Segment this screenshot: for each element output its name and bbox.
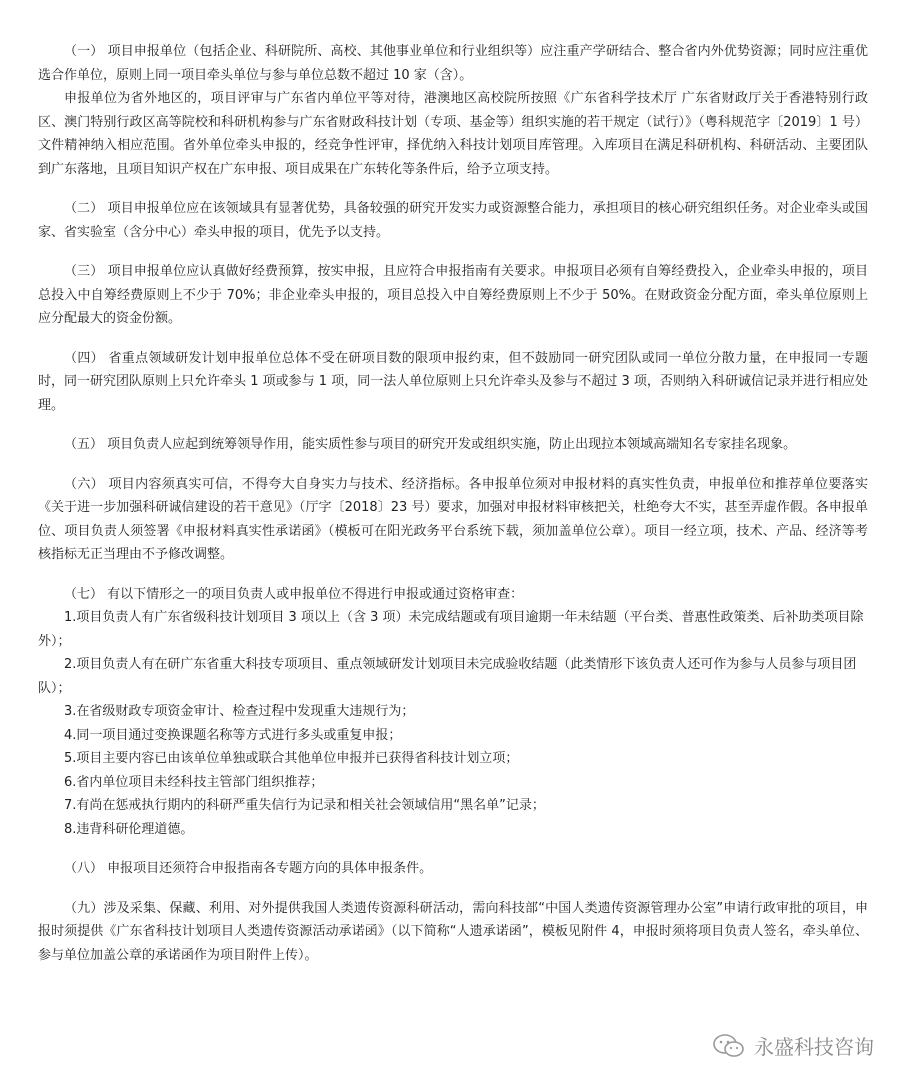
paragraph-9: （九）涉及采集、保藏、利用、对外提供我国人类遗传资源科研活动，需向科技部“中国人类遗传资源管理办公室”申请行政审批的项目，申报时须提供《广东省科技计划项目人类遗传资源活动承诺函》（以下简称“人遗承诺函”，模板见附件 4，申报时须将项目负责人签名，牵头单位、参与单位加盖公章的承诺函作为项目附件上传）。 [38,900,868,963]
paragraph-5: （五） 项目负责人应起到统筹领导作用，能实质性参与项目的研究开发或组织实施，防止出现拉本领域高端知名专家挂名现象。 [64,437,797,452]
paragraph-4: （四） 省重点领域研发计划申报单位总体不受在研项目数的限项申报约束，但不鼓励同一研究团队或同一单位分散力量，在申报同一专题时，同一研究团队原则上只允许牵头 1 项或参与 1 项，同一法人单位原则上只允许牵头及参与不超过 3 项，否则纳入科研诚信记录并进行相应处理。 [38,350,868,413]
list-item: 4.同一项目通过变换课题名称等方式进行多头或重复申报； [64,727,402,743]
watermark-text: 永盛科技咨询 [754,1035,874,1059]
watermark [712,1031,874,1060]
paragraph-3: （三） 项目申报单位应认真做好经费预算，按实申报，且应符合申报指南有关要求。申报项目必须有自筹经费投入，企业牵头申报的，项目总投入中自筹经费原则上不少于 70%；非企业牵头申报的，项目总投入中自筹经费原则上不少于 50%。在财政资金分配方面，牵头单位原则上应分配最大的资金份额。 [38,264,868,326]
list-item: 8.违背科研伦理道德。 [64,821,194,837]
list-item: 7.有尚在惩戒执行期内的科研严重失信行为记录和相关社会领域信用“黑名单”记录； [64,798,545,813]
paragraph-2: （二） 项目申报单位应在该领域具有显著优势，具备较强的研究开发实力或资源整合能力，承担项目的核心研究组织任务。对企业牵头或国家、省实验室（含分中心）牵头申报的项目，优先予以支持。 [38,201,868,240]
paragraph-7: （七） 有以下情形之一的项目负责人或申报单位不得进行申报或通过资格审查： [64,586,524,602]
list-item: 5.项目主要内容已由该单位单独或联合其他单位申报并已获得省科技计划立项； [64,751,519,766]
list-item: 1.项目负责人有广东省级科技计划项目 3 项以上（含 3 项）未完成结题或有项目逾期一年未结题（平台类、普惠性政策类、后补助类项目除外）； [38,610,864,649]
paragraph-8: （八） 申报项目还须符合申报指南各专题方向的具体申报条件。 [64,861,433,876]
paragraph-6: （六） 项目内容须真实可信，不得夸大自身实力与技术、经济指标。各申报单位须对申报材料的真实性负责，申报单位和推荐单位要落实《关于进一步加强科研诚信建设的若干意见》（厅字〔2018〕23 号）要求，加强对申报材料审核把关，杜绝夸大不实，甚至弄虚作假。各申报单位、项目负责人须签署《申报材料真实性承诺函》（模板可在阳光政务平台系统下载，须加盖单位公章）。项目一经立项，技术、产品、经济等考核指标无正当理由不予修改调整。 [38,476,868,562]
list-item: 6.省内单位项目未经科技主管部门组织推荐； [64,774,324,790]
list-item: 3.在省级财政专项资金审计、检查过程中发现重大违规行为； [64,704,415,719]
disqualification-list [38,606,868,841]
document-body [38,40,868,967]
paragraph-1-note: 申报单位为省外地区的，项目评审与广东省内单位平等对待，港澳地区高校院所按照《广东省科学技术厅 广东省财政厅关于香港特别行政区、澳门特别行政区高等院校和科研机构参与广东省财政科技计划（专项、基金等）组织实施的若干规定（试行）》（粤科规范字〔2019〕1 号）文件精神纳入相应范围。省外单位牵头申报的，经竞争性评审，择优纳入科技计划项目库管理。入库项目在满足科研机构、科研活动、主要团队到广东落地，且项目知识产权在广东申报、项目成果在广东转化等条件后，给予立项支持。 [38,91,868,177]
paragraph-1: （一） 项目申报单位（包括企业、科研院所、高校、其他事业单位和行业组织等）应注重产学研结合、整合省内外优势资源；同时应注重优选合作单位，原则上同一项目牵头单位与参与单位总数不超过 10 家（含）。 [38,44,868,83]
wechat-logo-icon [712,1033,746,1059]
list-item: 2.项目负责人有在研广东省重大科技专项项目、重点领域研发计划项目未完成验收结题（此类情形下该负责人还可作为参与人员参与项目团队）； [38,657,857,696]
